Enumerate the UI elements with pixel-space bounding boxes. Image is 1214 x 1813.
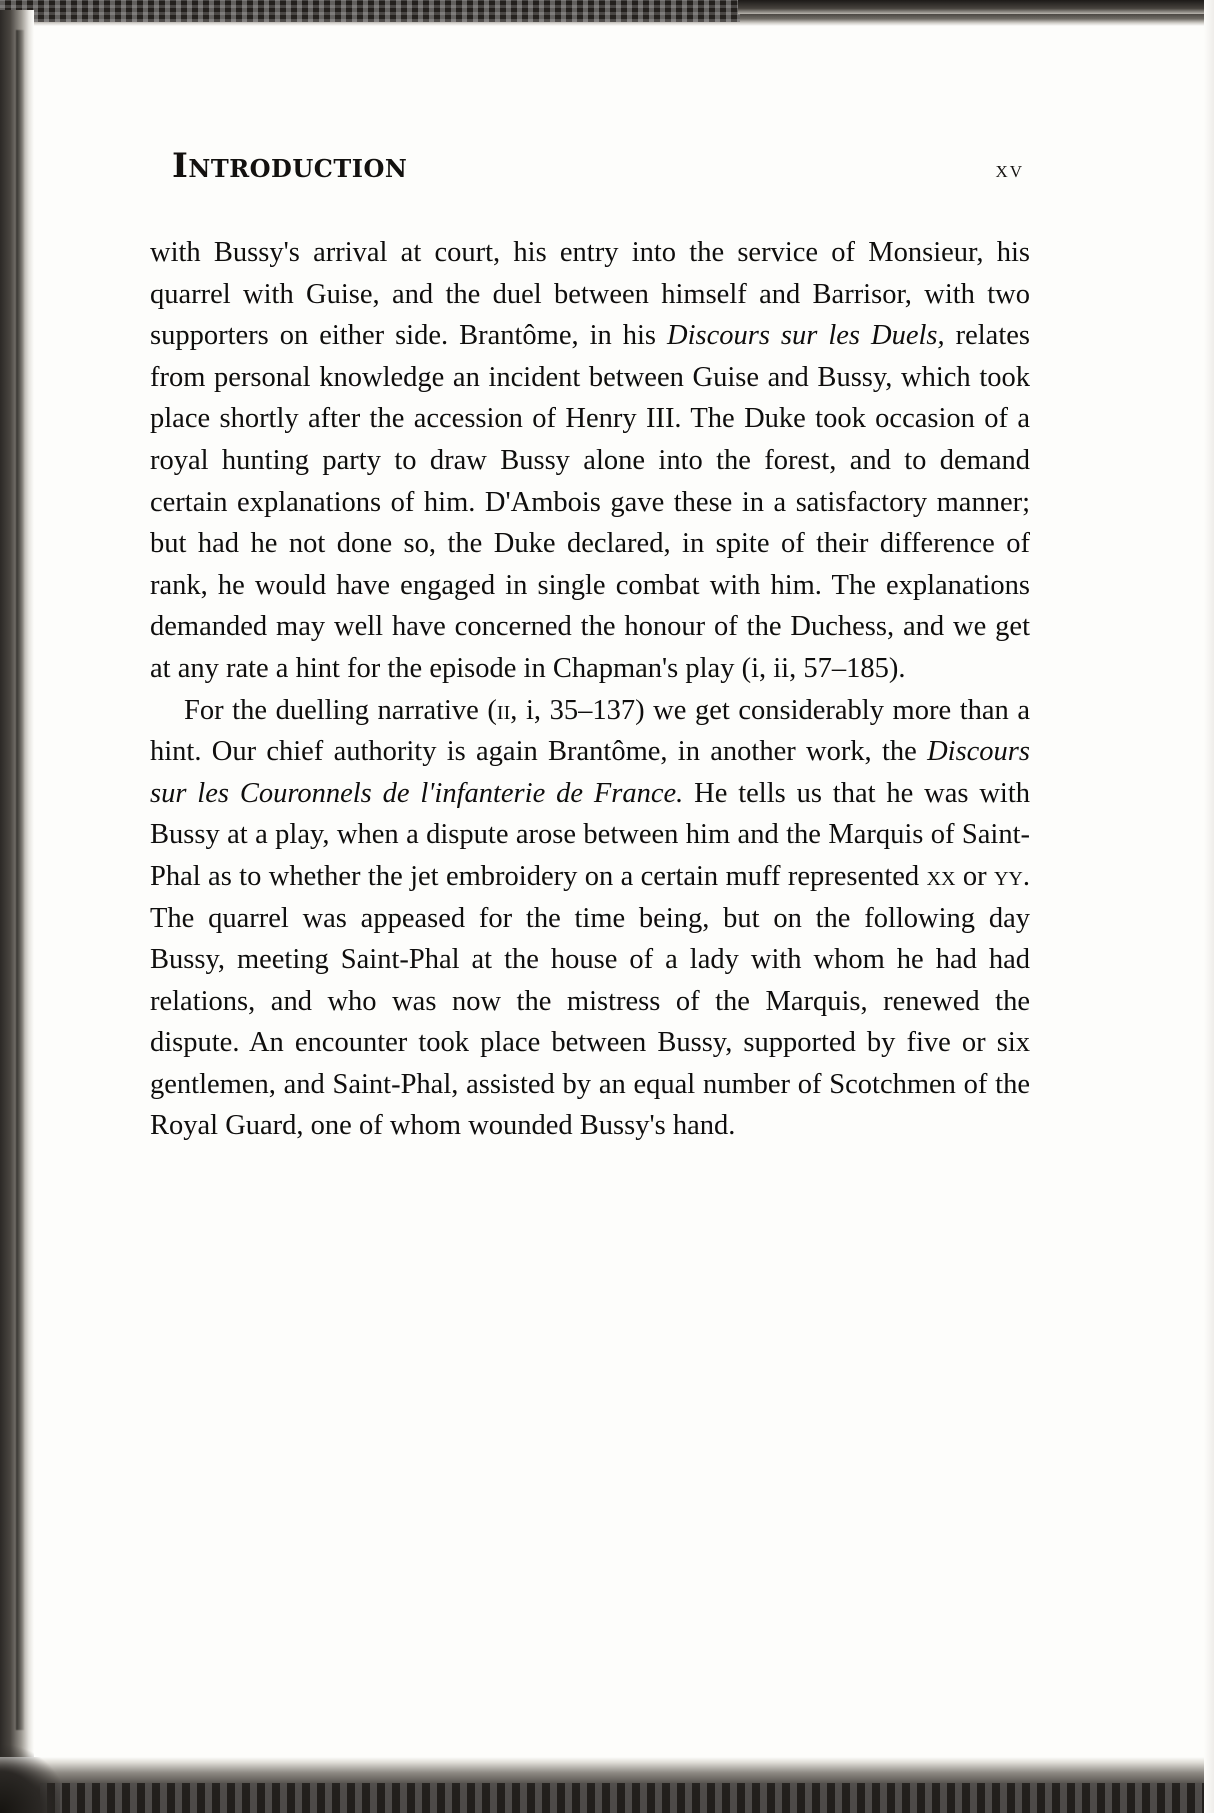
scan-edge-left-shadow bbox=[16, 30, 24, 1730]
page-sheet bbox=[34, 26, 1204, 1757]
italic-run: Discours sur les Duels, bbox=[667, 320, 945, 352]
smallcaps-run: ii bbox=[496, 694, 511, 726]
running-head bbox=[150, 146, 1030, 186]
scan-edge-bottom-texture bbox=[40, 1783, 1214, 1813]
page-title: Introduction bbox=[172, 146, 408, 186]
smallcaps-run: xx bbox=[926, 860, 956, 892]
body-text bbox=[150, 232, 1030, 1147]
paragraph-1: with Bussy's arrival at court, his entry into the service of Monsieur, his quarrel with Guise, and the duel between himself and Barrisor, with two supporters on either side. Brantôme, in his Discours sur les Duels, relates from personal knowledge an incident between Guise and Bussy, which took place shortly after the accession of Henry III. The Duke took occasion of a royal hunting party to draw Bussy alone into the forest, and to demand certain explanations of him. D'Ambois gave these in a satisfactory manner; but had he not done so, the Duke declared, in spite of their difference of rank, he would have engaged in single combat with him. The explanations demanded may well have concerned the honour of the Duchess, and we get at any rate a hint for the episode in Chapman's play (i, ii, 57–185). bbox=[150, 237, 1030, 684]
scan-edge-top-texture bbox=[0, 0, 740, 22]
italic-run: Discours sur les Couronnels de l'infanterie de France. bbox=[150, 736, 1030, 809]
scan-edge-top-right bbox=[738, 0, 1214, 14]
page-content bbox=[150, 146, 1030, 1147]
page-number: xv bbox=[995, 157, 1024, 183]
paragraph-2: For the duelling narrative (ii, i, 35–137) we get considerably more than a hint. Our chief authority is again Brantôme, in another work, the Discours sur les Couronnels de l'infanterie de France. He tells us that he was with Bussy at a play, when a dispute arose between him and the Marquis of Saint-Phal as to whether the jet embroidery on a certain muff represented xx or yy. The quarrel was appeased for the time being, but on the following day Bussy, meeting Saint-Phal at the house of a lady with whom he had had relations, and who was now the mistress of the Marquis, renewed the dispute. An encounter took place between Bussy, supported by five or six gentlemen, and Saint-Phal, assisted by an equal number of Scotchmen of the Royal Guard, one of whom wounded Bussy's hand. bbox=[150, 694, 1030, 1142]
scan-edge-right bbox=[1204, 0, 1214, 1813]
smallcaps-run: yy bbox=[993, 860, 1023, 892]
